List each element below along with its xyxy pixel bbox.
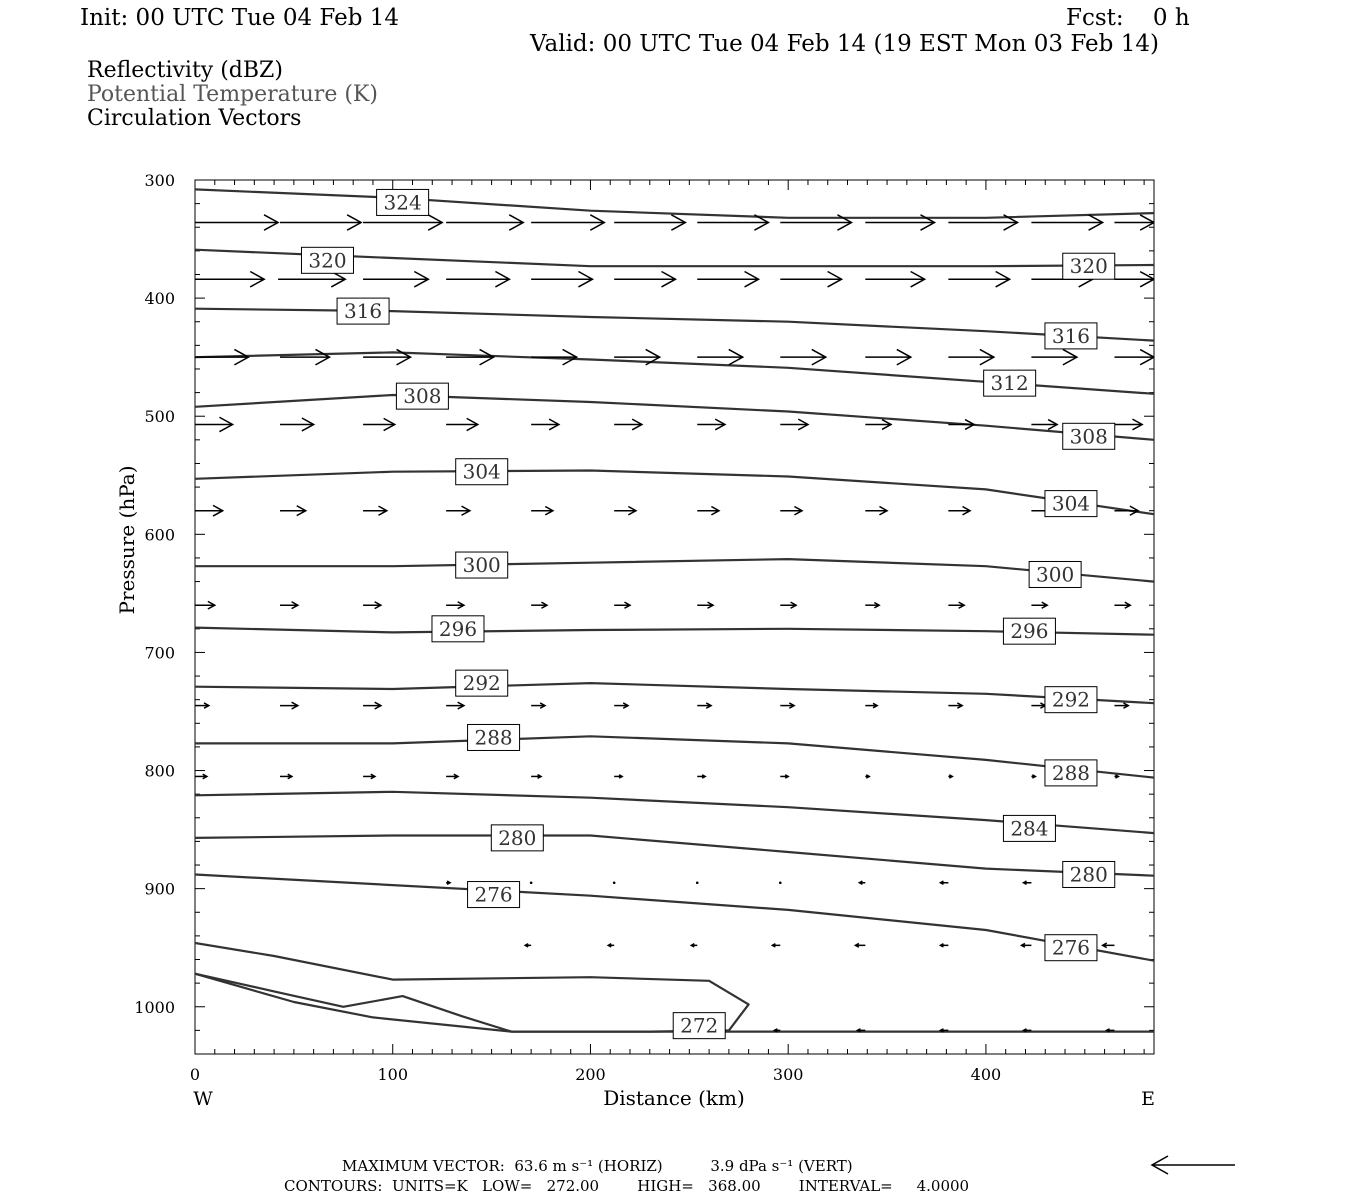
- x-tick-label: 200: [575, 1065, 606, 1084]
- valid-time: Valid: 00 UTC Tue 04 Feb 14 (19 EST Mon 03 Feb 14): [530, 31, 1159, 57]
- y-tick-label: 600: [144, 525, 175, 545]
- legend-circulation-vectors: Circulation Vectors: [87, 106, 302, 131]
- contour-label: 288: [474, 725, 513, 750]
- y-tick-label: 800: [144, 761, 175, 781]
- contour-label: 316: [1051, 323, 1091, 348]
- contour-label: 320: [308, 248, 347, 273]
- contour-label: 276: [1051, 935, 1091, 960]
- contours-note: CONTOURS: UNITS=K LOW= 272.00 HIGH= 368.00 INTERVAL= 4.0000: [284, 1177, 970, 1195]
- contour-label: 272: [680, 1013, 719, 1038]
- circulation-vector: [530, 881, 533, 884]
- contour-label: 296: [1010, 619, 1049, 644]
- x-tick-label: 300: [772, 1065, 804, 1084]
- reference-vector-arrow: [1152, 1156, 1235, 1174]
- contour-label: 296: [438, 616, 478, 641]
- y-tick-label: 1000: [134, 997, 175, 1017]
- x-tick-label: 100: [377, 1065, 409, 1084]
- theta-contour-304: [195, 471, 1154, 515]
- contour-label: 284: [1010, 816, 1049, 841]
- contour-label: 280: [1069, 862, 1108, 887]
- theta-contour-308: [195, 395, 1154, 440]
- contour-label: 308: [403, 384, 442, 409]
- circulation-vector: [779, 881, 782, 884]
- contour-label: 304: [1051, 491, 1091, 516]
- legend-reflectivity: Reflectivity (dBZ): [87, 58, 283, 83]
- contour-label: 320: [1069, 254, 1108, 279]
- contour-label: 312: [990, 371, 1029, 396]
- y-tick-label: 700: [144, 643, 175, 663]
- theta-contour-300: [195, 559, 1154, 582]
- contour-label: 304: [462, 459, 501, 484]
- contour-label: 300: [462, 553, 501, 578]
- theta-contour-292: [195, 683, 1154, 703]
- contour-label: 276: [474, 882, 513, 907]
- maximum-vector-note: MAXIMUM VECTOR: 63.6 m s⁻¹ (HORIZ) 3.9 dPa s⁻¹ (VERT): [342, 1157, 853, 1175]
- x-tick-label: 400: [970, 1065, 1002, 1084]
- theta-contour-324: [195, 189, 1154, 217]
- contour-label: 324: [383, 190, 422, 215]
- x-axis-label: Distance (km): [603, 1086, 745, 1110]
- contour-label: 292: [1051, 687, 1091, 712]
- forecast-hour: Fcst: 0 h: [1066, 5, 1190, 31]
- contour-label: 292: [462, 671, 501, 696]
- circulation-vector: [613, 881, 616, 884]
- y-tick-label: 400: [144, 289, 175, 309]
- x-tick-label: 0: [189, 1065, 201, 1084]
- contour-label: 308: [1069, 424, 1108, 449]
- contour-label: 300: [1036, 562, 1075, 587]
- legend-potential-temperature: Potential Temperature (K): [87, 82, 378, 107]
- contour-label: 288: [1051, 760, 1091, 785]
- x-axis-right-end: E: [1141, 1088, 1155, 1110]
- y-tick-label: 300: [144, 171, 175, 190]
- init-time: Init: 00 UTC Tue 04 Feb 14: [80, 5, 400, 31]
- plot-area: [134, 171, 1154, 1084]
- y-axis-label: Pressure (hPa): [115, 465, 139, 615]
- y-tick-label: 900: [144, 879, 175, 899]
- theta-contour-288: [195, 736, 1154, 777]
- circulation-vector: [696, 881, 699, 884]
- x-axis-left-end: W: [193, 1088, 213, 1110]
- contour-label: 280: [498, 825, 537, 850]
- theta-contour-276: [195, 875, 1154, 961]
- y-tick-label: 500: [144, 407, 175, 427]
- contour-label: 316: [343, 299, 383, 324]
